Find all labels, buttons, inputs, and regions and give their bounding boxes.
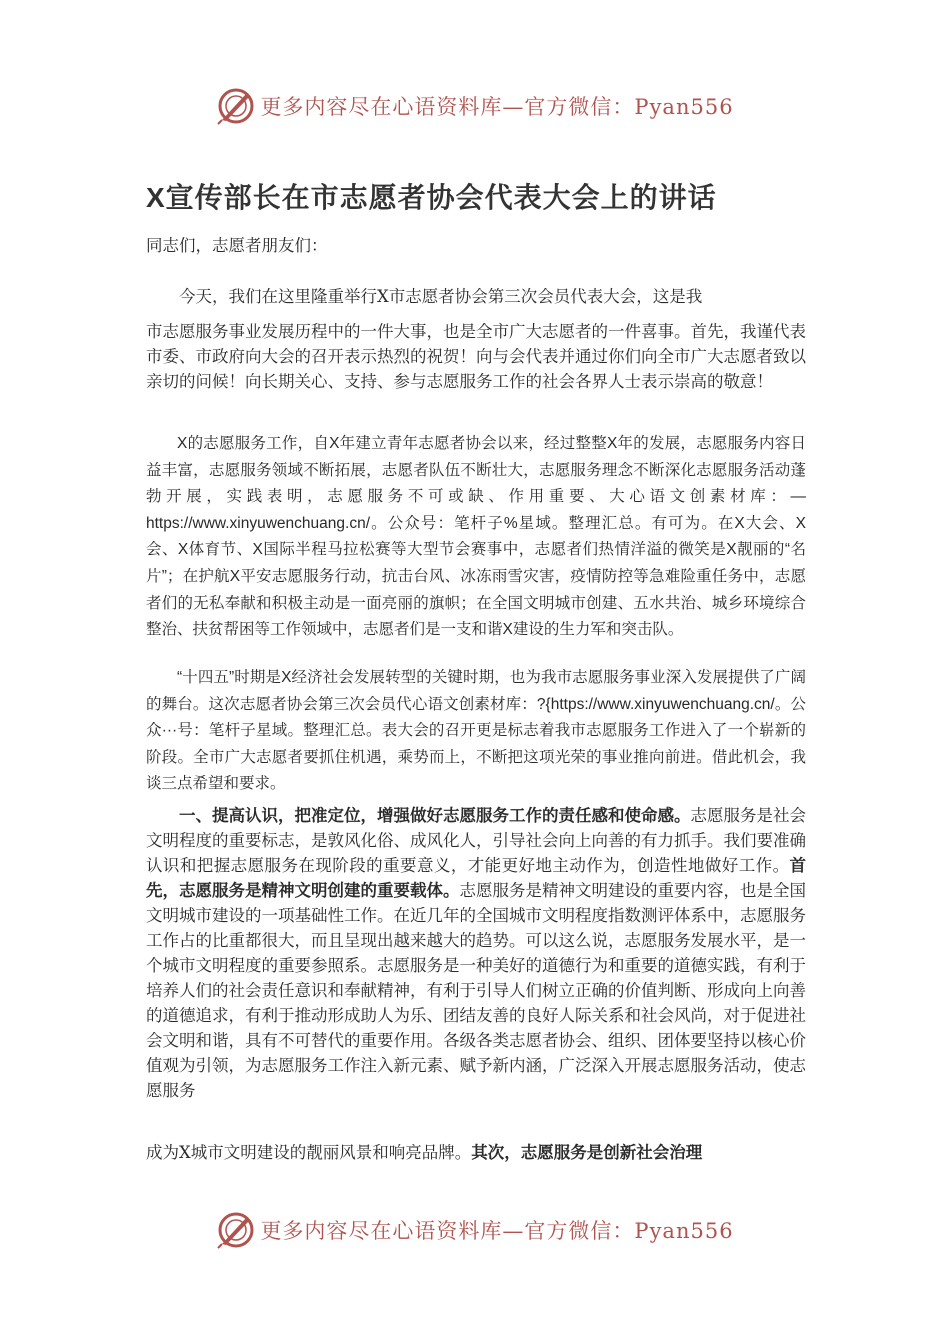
watermark-banner-bottom bbox=[0, 1206, 950, 1254]
paragraph-3: “十四五”时期是X经济社会发展转型的关键时期，也为我市志愿服务事业深入发展提供了广阔的舞台。这次志愿者协会第三次会员代心语文创素材库：?{https://www.xinyuwenchuang.cn/。公众···号：笔杆子星域。整理汇总。表大会的召开更是标志着我市志愿服务工作进入了一个崭新的阶段。全市广大志愿者要抓住机遇，乘势而上，不断把这项光荣的事业推向前进。借此机会，我谈三点希望和要求。 bbox=[146, 669, 806, 793]
paragraph-5-text: 成为X城市文明建设的靓丽风景和响亮品牌。 bbox=[146, 1143, 472, 1162]
point-heading-first: 首先，志愿服务是精神文明创建的重要载体。 bbox=[146, 856, 806, 900]
paragraph-2: X的志愿服务工作，自X年建立青年志愿者协会以来，经过整整X年的发展，志愿服务内容日益丰富，志愿服务领域不断拓展，志愿者队伍不断壮大，志愿服务理念不断深化志愿服务活动蓬勃开展，实践表明，志愿服务不可或缺、作用重要、大心语文创素材库：—https://www.xinyuwenchuang.cn/。公众号：笔杆子%星域。整理汇总。有可为。在X大会、X会、X体育节、X国际半程马拉松赛等大型节会赛事中，志愿者们热情洋溢的微笑是X靓丽的“名片”；在护航X平安志愿服务行动，抗击台风、冰冻雨雪灾害，疫情防控等急难险重任务中，志愿者们的无私奉献和积极主动是一面亮丽的旗帜；在全国文明城市创建、五水共治、城乡环境综合整治、扶贫帮困等工作领域中，志愿者们是一支和谐X建设的生力军和突击队。 bbox=[146, 435, 806, 639]
point-heading-second: 其次，志愿服务是创新社会治理 bbox=[471, 1143, 703, 1162]
salutation: 同志们，志愿者朋友们： bbox=[146, 236, 328, 255]
paragraph-1-first-line: 今天，我们在这里隆重举行X市志愿者协会第三次会员代表大会，这是我 bbox=[179, 287, 703, 306]
paragraph-5 bbox=[146, 1139, 806, 1163]
paragraph-4-text-b: 志愿服务是精神文明建设的重要内容，也是全国文明城市建设的一项基础性工作。在近几年的全国城市文明程度指数测评体系中，志愿服务工作占的比重都很大，而且呈现出越来越大的趋势。可以这么说，志愿服务发展水平，是一个城市文明程度的重要参照系。志愿服务是一种美好的道德行为和重要的道德实践，有利于培养人们的社会责任意识和奉献精神，有利于引导人们树立正确的价值判断、形成向上向善的道德追求，有利于推动形成助人为乐、团结友善的良好人际关系和社会风尚，对于促进社会文明和谐，具有不可替代的重要作用。各级各类志愿者协会、组织、团体要坚持以核心价值观为引领，为志愿服务工作注入新元素、赋予新内涵，广泛深入开展志愿服务活动，使志愿服务 bbox=[146, 881, 806, 1100]
watermark-banner-top bbox=[0, 82, 950, 130]
watermark-text: 更多内容尽在心语资料库—官方微信：Pyan556 bbox=[260, 1219, 734, 1243]
watermark-text: 更多内容尽在心语资料库—官方微信：Pyan556 bbox=[260, 95, 734, 119]
document-title: X宣传部长在市志愿者协会代表大会上的讲话 bbox=[146, 182, 717, 213]
quill-logo-icon bbox=[216, 86, 256, 126]
paragraph-4-text-a: 志愿服务是社会文明程度的重要标志，是敦风化俗、成风化人，引导社会向上向善的有力抓手。我们要准确认识和把握志愿服务在现阶段的重要意义，才能更好地主动作为，创造性地做好工作。 bbox=[146, 806, 806, 875]
section-heading-1: 一、提高认识，把准定位，增强做好志愿服务工作的责任感和使命感。 bbox=[179, 806, 691, 825]
quill-logo-icon bbox=[216, 1210, 256, 1250]
paragraph-4 bbox=[146, 803, 806, 1103]
paragraph-1: 市志愿服务事业发展历程中的一件大事，也是全市广大志愿者的一件喜事。首先，我谨代表市委、市政府向大会的召开表示热烈的祝贺！向与会代表并通过你们向全市广大志愿者致以亲切的问候！向长期关心、支持、参与志愿服务工作的社会各界人士表示崇高的敬意！ bbox=[146, 322, 806, 391]
